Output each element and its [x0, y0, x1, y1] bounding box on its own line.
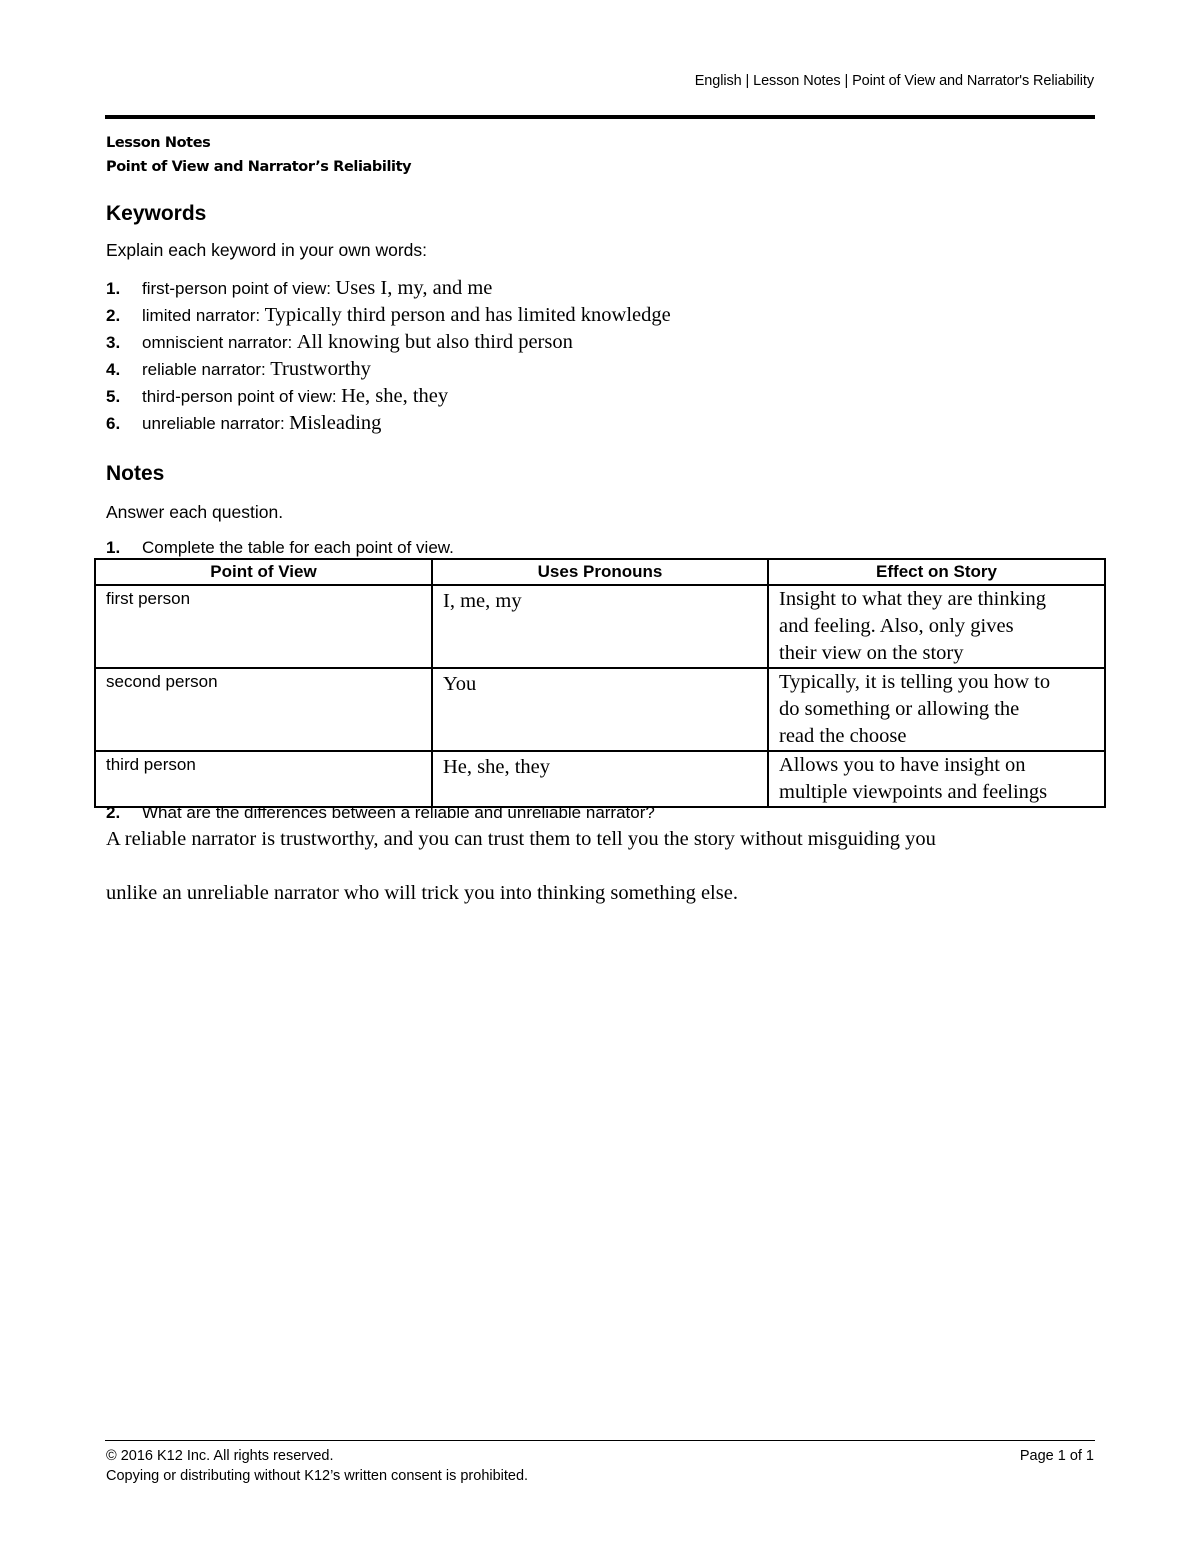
item-number: 6.	[106, 414, 121, 433]
table-cell	[95, 585, 432, 668]
keyword-item	[106, 412, 671, 439]
page-number: Page 1 of 1	[1019, 1448, 1094, 1464]
keyword-answer: Misleading	[289, 412, 382, 434]
answer-line: A reliable narrator is trustworthy, and you can trust them to tell you the story without misguiding you	[106, 828, 936, 850]
table-header-row	[95, 559, 1105, 585]
table-cell	[768, 668, 1105, 751]
keywords-instruction: Explain each keyword in your own words:	[106, 240, 427, 260]
column-header-effect: Effect on Story	[768, 559, 1105, 585]
question-number: 1.	[106, 538, 121, 557]
effect-line: Allows you to have insight on	[779, 754, 1026, 776]
table-row	[95, 751, 1105, 807]
keyword-answer: Trustworthy	[270, 358, 371, 380]
keyword-item	[106, 385, 671, 412]
item-number: 3.	[106, 333, 121, 352]
question-number: 2.	[106, 803, 121, 822]
keyword-term: first-person point of view:	[142, 279, 331, 298]
effect-answer	[779, 669, 1096, 750]
lesson-label: Lesson Notes	[106, 135, 211, 151]
keyword-term: unreliable narrator:	[142, 414, 285, 433]
item-number: 2.	[106, 306, 121, 325]
table-cell	[768, 751, 1105, 807]
item-number: 5.	[106, 387, 121, 406]
header-rule	[105, 115, 1095, 119]
footer-rule	[105, 1440, 1095, 1441]
effect-line: multiple viewpoints and feelings	[779, 781, 1048, 803]
effect-answer	[779, 752, 1096, 806]
pov-label: third person	[106, 755, 196, 774]
pronouns-answer: I, me, my	[443, 590, 522, 612]
pov-label: second person	[106, 672, 218, 691]
keyword-term: limited narrator:	[142, 306, 261, 325]
effect-line: Insight to what they are thinking	[779, 588, 1047, 610]
lesson-title: Point of View and Narrator’s Reliability	[106, 159, 412, 175]
effect-line: Typically, it is telling you how to	[779, 671, 1051, 693]
keyword-item	[106, 277, 671, 304]
pronouns-answer: He, she, they	[443, 756, 551, 778]
table-cell	[432, 751, 768, 807]
question-text: Complete the table for each point of view.	[142, 538, 454, 557]
effect-line: do something or allowing the	[779, 698, 1020, 720]
table-cell	[432, 585, 768, 668]
item-number: 4.	[106, 360, 121, 379]
effect-answer	[779, 586, 1096, 667]
table-cell	[95, 751, 432, 807]
point-of-view-table	[94, 558, 1106, 808]
copyright-text: © 2016 K12 Inc. All rights reserved.	[106, 1448, 334, 1464]
running-header: English | Lesson Notes | Point of View and Narrator's Reliability	[694, 73, 1094, 89]
pov-label: first person	[106, 589, 191, 608]
pronouns-answer: You	[443, 673, 477, 695]
table-cell	[432, 668, 768, 751]
keyword-item	[106, 331, 671, 358]
lesson-title-block	[106, 131, 411, 179]
column-header-pov: Point of View	[95, 559, 432, 585]
keyword-answer: Typically third person and has limited knowledge	[264, 304, 671, 326]
table-cell	[95, 668, 432, 751]
keyword-answer: He, she, they	[341, 385, 449, 407]
footer-legal	[106, 1446, 528, 1486]
effect-line: their view on the story	[779, 642, 964, 664]
keyword-item	[106, 304, 671, 331]
question-1	[106, 538, 454, 558]
notes-heading: Notes	[106, 462, 165, 485]
keyword-term: third-person point of view:	[142, 387, 337, 406]
keyword-item	[106, 358, 671, 385]
table-cell	[768, 585, 1105, 668]
keyword-answer: Uses I, my, and me	[335, 277, 493, 299]
effect-line: and feeling. Also, only gives	[779, 615, 1014, 637]
answer-line: unlike an unreliable narrator who will trick you into thinking something else.	[106, 882, 738, 904]
keywords-heading: Keywords	[106, 202, 207, 225]
table-row	[95, 585, 1105, 668]
effect-line: read the choose	[779, 725, 907, 747]
distribution-notice: Copying or distributing without K12’s written consent is prohibited.	[106, 1468, 529, 1484]
question-2	[106, 803, 655, 823]
column-header-pronouns: Uses Pronouns	[432, 559, 768, 585]
keyword-list	[106, 277, 671, 439]
keyword-answer: All knowing but also third person	[296, 331, 573, 353]
notes-instruction: Answer each question.	[106, 502, 284, 522]
table-row	[95, 668, 1105, 751]
item-number: 1.	[106, 279, 121, 298]
question-text: What are the differences between a reliable and unreliable narrator?	[142, 803, 655, 822]
keyword-term: reliable narrator:	[142, 360, 266, 379]
keyword-term: omniscient narrator:	[142, 333, 293, 352]
